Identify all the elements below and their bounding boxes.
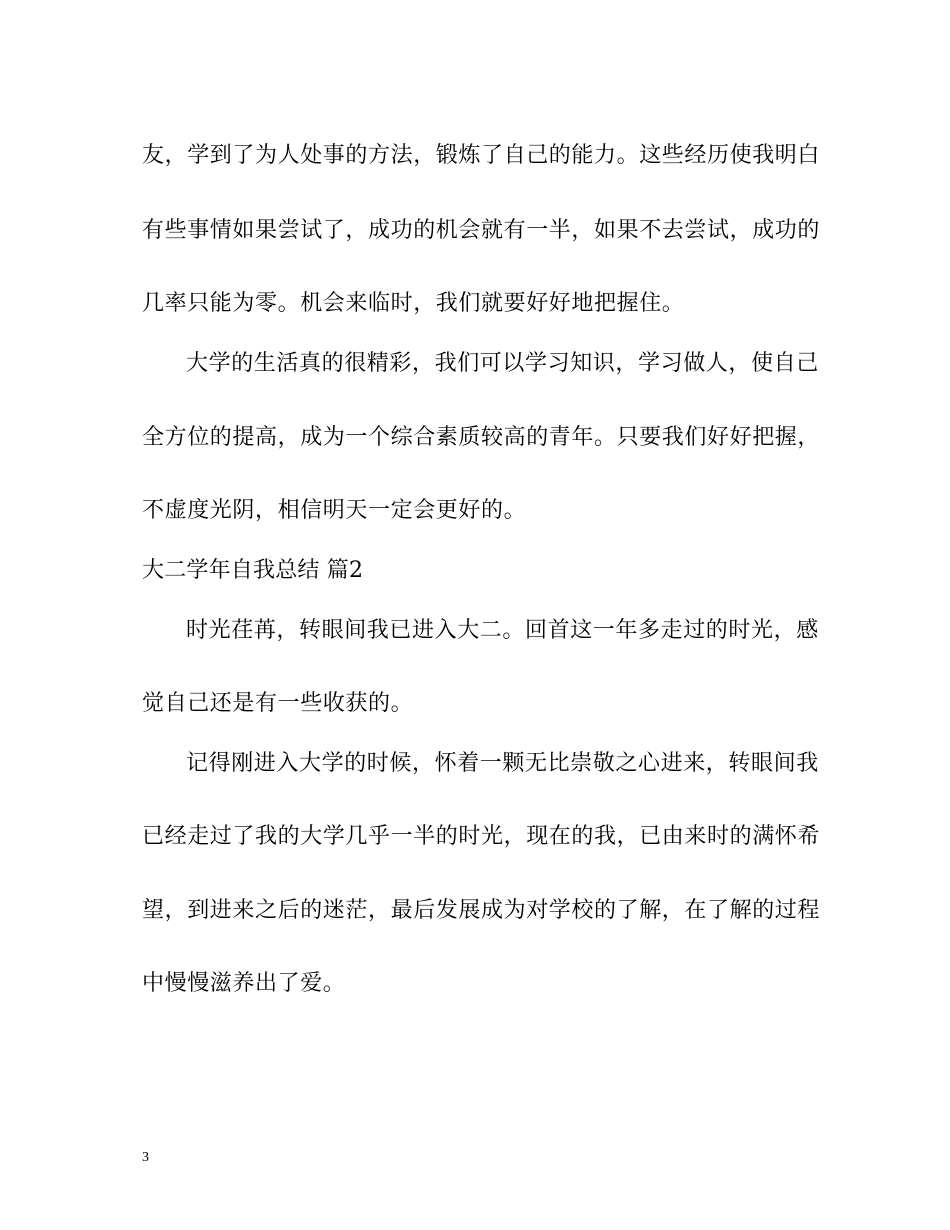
paragraph-3-line-1: 时光荏苒，转眼间我已进入大二。回首这一年多走过的时光，感 xyxy=(186,618,819,643)
paragraph-2-line-2: 全方位的提高，成为一个综合素质较高的青年。只要我们好好把握， xyxy=(142,425,821,450)
paragraph-4-line-1: 记得刚进入大学的时候，怀着一颗无比崇敬之心进来，转眼间我 xyxy=(186,751,819,776)
paragraph-4-line-3: 望，到进来之后的迷茫，最后发展成为对学校的了解，在了解的过程 xyxy=(142,898,821,923)
paragraph-1-line-2: 有些事情如果尝试了，成功的机会就有一半，如果不去尝试，成功的 xyxy=(142,218,821,243)
section-heading: 大二学年自我总结 篇2 xyxy=(142,558,364,583)
paragraph-2-line-1: 大学的生活真的很精彩，我们可以学习知识，学习做人，使自己 xyxy=(186,351,819,376)
paragraph-4-line-2: 已经走过了我的大学几乎一半的时光，现在的我，已由来时的满怀希 xyxy=(142,824,821,849)
paragraph-1-line-3: 几率只能为零。机会来临时，我们就要好好地把握住。 xyxy=(142,291,685,316)
paragraph-3-line-2: 觉自己还是有一些收获的。 xyxy=(142,691,414,716)
page-number: 3 xyxy=(142,1150,149,1165)
paragraph-2-line-3: 不虚度光阴，相信明天一定会更好的。 xyxy=(142,498,527,523)
paragraph-4-line-4: 中慢慢滋养出了爱。 xyxy=(142,971,346,996)
paragraph-1-line-1: 友，学到了为人处事的方法，锻炼了自己的能力。这些经历使我明白 xyxy=(142,143,821,168)
